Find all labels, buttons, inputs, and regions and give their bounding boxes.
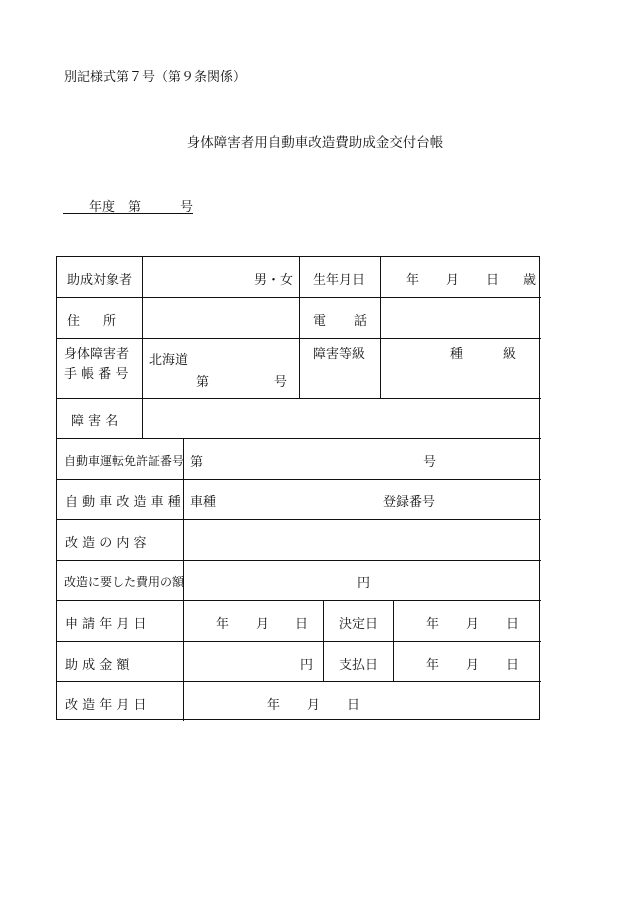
grade-label: 障害等級 [313,347,366,362]
grade-shu: 種 [450,347,464,362]
application-month: 月 [256,617,270,632]
ledger-table [56,256,540,720]
decision-month: 月 [466,617,480,632]
recipient-label: 助成対象者 [67,273,133,288]
address-label-b: 所 [103,314,117,329]
payment-label: 支払日 [339,658,379,673]
vehicle-label: 自 動 車 改 造 車 種 [65,495,181,510]
mod-date-day: 日 [347,698,361,713]
phone-label-b: 話 [354,314,368,329]
sex-field: 男・女 [254,273,294,288]
license-dai: 第 [190,455,204,470]
handbook-label-1: 身体障害者 [64,347,130,362]
phone-label-a: 電 [313,314,327,329]
payment-year: 年 [426,658,440,673]
cost-yen: 円 [357,576,371,591]
address-label-a: 住 [67,314,81,329]
application-year: 年 [216,617,230,632]
disability-label: 障 害 名 [71,414,119,429]
cost-label: 改造に要した費用の額 [64,575,185,589]
application-day: 日 [295,617,309,632]
dob-day: 日 [486,273,500,288]
payment-day: 日 [506,658,520,673]
decision-label: 決定日 [339,617,379,632]
license-go: 号 [423,455,437,470]
vehicle-model: 車種 [190,495,217,510]
document-title: 身体障害者用自動車改造費助成金交付台帳 [186,135,444,151]
grade-kyu: 級 [503,347,517,362]
license-label: 自動車運転免許証番号 [64,454,185,468]
mod-content-label: 改 造 の 内 容 [65,536,147,551]
grant-yen: 円 [300,658,314,673]
dob-year: 年 [406,273,420,288]
decision-year: 年 [426,617,440,632]
year-number-line [63,196,193,214]
dob-month: 月 [446,273,460,288]
handbook-dai: 第 [196,375,210,390]
mod-date-label: 改 造 年 月 日 [65,698,147,713]
handbook-go: 号 [274,375,288,390]
registration-label: 登録番号 [383,495,436,510]
application-label: 申 請 年 月 日 [65,617,147,632]
dob-label: 生年月日 [313,273,366,288]
mod-date-month: 月 [307,698,321,713]
nendo-label: 年度 [89,200,116,215]
mod-date-year: 年 [267,698,281,713]
decision-day: 日 [506,617,520,632]
payment-month: 月 [466,658,480,673]
age-unit: 歳 [523,273,537,288]
prefecture: 北海道 [149,353,189,368]
go-label: 号 [180,200,194,215]
dai-label: 第 [128,200,142,215]
form-reference: 別記様式第７号（第９条関係） [64,70,247,85]
handbook-label-2: 手 帳 番 号 [64,367,129,382]
grant-label: 助 成 金 額 [65,658,130,673]
